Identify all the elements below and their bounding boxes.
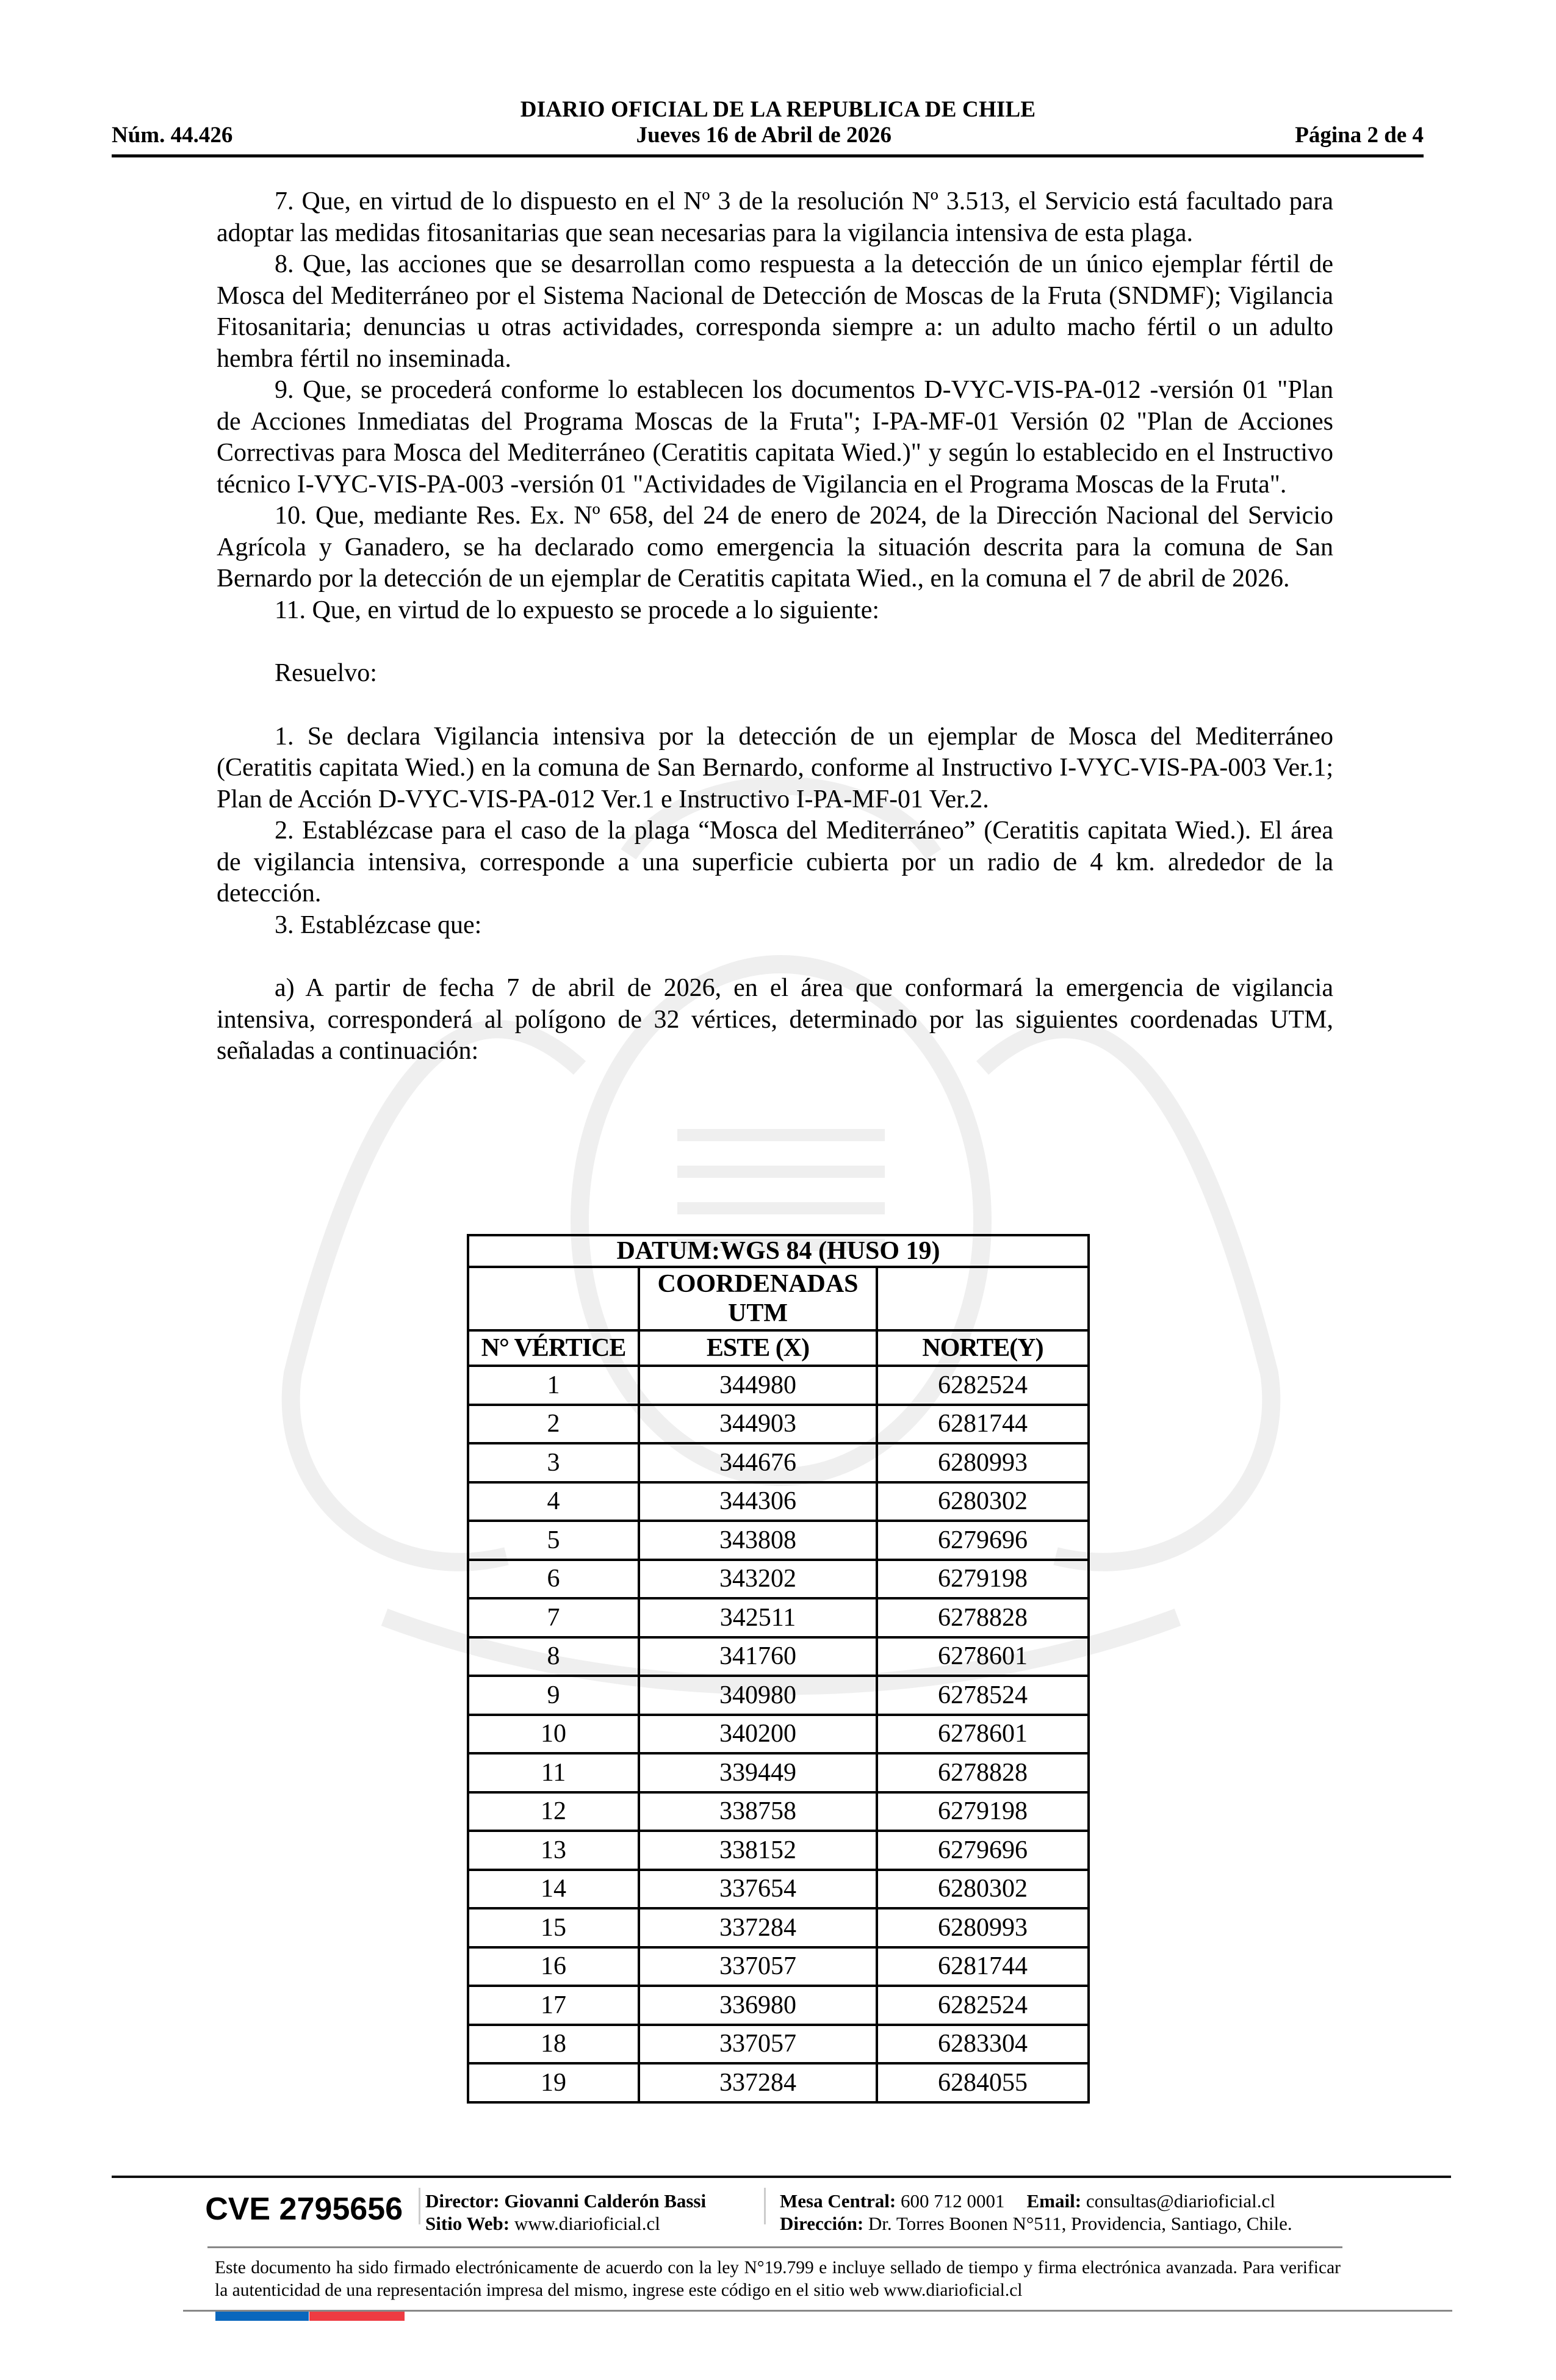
vertex-cell: 18	[468, 2025, 639, 2064]
subitem-a: a) A partir de fecha 7 de abril de 2026, en el área que conformará la emergencia de vigilancia intensiva, corresponderá al polígono de 32 vértices, determinado por las siguientes coordenadas UTM, señaladas a continuación:	[217, 974, 1333, 1065]
header-divider	[112, 154, 1424, 157]
legal-notice: Este documento ha sido firmado electrónicamente de acuerdo con la ley N°19.799 e incluye sellado de tiempo y firma electrónica avanzada. Para verificar la autenticidad de una representación impresa del mismo, ingrese este código en el sitio web www.diarioficial.cl	[215, 2258, 1341, 2300]
address-label: Dirección:	[780, 2213, 864, 2234]
resolution-heading: Resuelvo:	[275, 659, 377, 687]
table-row	[468, 1598, 1089, 1637]
footer-separator	[764, 2188, 766, 2224]
vertex-cell: 3	[468, 1443, 639, 1482]
table-row	[468, 1753, 1089, 1792]
vertex-cell: 10	[468, 1715, 639, 1754]
table-row	[468, 1676, 1089, 1715]
vertex-cell: 17	[468, 1986, 639, 2025]
north-cell: 6283304	[877, 2025, 1089, 2064]
footer-separator	[419, 2188, 420, 2224]
north-cell: 6278828	[877, 1598, 1089, 1637]
east-cell: 337057	[639, 1947, 877, 1986]
cve-code: CVE 2795656	[205, 2191, 403, 2227]
empty-header-cell	[877, 1267, 1089, 1330]
vertex-cell: 6	[468, 1560, 639, 1599]
empty-header-cell	[468, 1267, 639, 1330]
north-cell: 6278524	[877, 1676, 1089, 1715]
vertex-cell: 19	[468, 2063, 639, 2102]
north-cell: 6281744	[877, 1947, 1089, 1986]
vertex-cell: 16	[468, 1947, 639, 1986]
east-cell: 340980	[639, 1676, 877, 1715]
email-link[interactable]: consultas@diarioficial.cl	[1086, 2190, 1275, 2212]
east-cell: 344903	[639, 1405, 877, 1444]
east-cell: 341760	[639, 1637, 877, 1676]
document-body	[217, 186, 1333, 1067]
east-cell: 338758	[639, 1792, 877, 1831]
east-cell: 342511	[639, 1598, 877, 1637]
east-cell: 339449	[639, 1753, 877, 1792]
column-header-east: ESTE (X)	[639, 1330, 877, 1366]
vertex-cell: 11	[468, 1753, 639, 1792]
vertex-cell: 7	[468, 1598, 639, 1637]
director-label: Director:	[425, 2190, 500, 2212]
flag-stripe-blue	[215, 2312, 309, 2321]
table-row	[468, 1870, 1089, 1909]
resolution-1: 1. Se declara Vigilancia intensiva por la detección de un ejemplar de Mosca del Mediterráneo (Ceratitis capitata Wied.) en la comuna de San Bernardo, conforme al Instructivo I-VYC-VIS-PA-003 Ver.1; Plan de Acción D-VYC-VIS-PA-012 Ver.1 e Instructivo I-PA-MF-01 Ver.2.	[217, 722, 1333, 813]
resolution-2: 2. Establézcase para el caso de la plaga “Mosca del Mediterráneo” (Ceratitis capitata Wied.). El área de vigilancia intensiva, corresponde a una superficie cubierta por un radio de 4 km. alrededor de la detección.	[217, 817, 1333, 907]
north-cell: 6280302	[877, 1870, 1089, 1909]
east-cell: 343202	[639, 1560, 877, 1599]
north-cell: 6279696	[877, 1831, 1089, 1870]
phone-number: 600 712 0001	[901, 2190, 1005, 2212]
paragraph-9: 9. Que, se procederá conforme lo establecen los documentos D-VYC-VIS-PA-012 -versión 01 "Plan de Acciones Inmediatas del Programa Moscas de la Fruta"; I-PA-MF-01 Versión 02 "Plan de Acciones Correctivas para Mosca del Mediterráneo (Ceratitis capitata Wied.)" y según lo establecido en el Instructivo técnico I-VYC-VIS-PA-003 -versión 01 "Actividades de Vigilancia en el Programa Moscas de la Fruta".	[217, 376, 1333, 499]
coordinates-group-header: COORDENADAS UTM	[639, 1267, 877, 1330]
east-cell: 338152	[639, 1831, 877, 1870]
flag-stripe-red	[309, 2312, 405, 2321]
vertex-cell: 12	[468, 1792, 639, 1831]
website-link[interactable]: www.diarioficial.cl	[514, 2213, 660, 2234]
north-cell: 6280993	[877, 1908, 1089, 1947]
footer-director-block	[425, 2190, 706, 2235]
table-row	[468, 1986, 1089, 2025]
vertex-cell: 4	[468, 1482, 639, 1521]
north-cell: 6278601	[877, 1637, 1089, 1676]
email-label: Email:	[1026, 2190, 1082, 2212]
table-row	[468, 1405, 1089, 1444]
issue-number: Núm. 44.426	[112, 123, 233, 148]
east-cell: 343808	[639, 1521, 877, 1560]
vertex-cell: 9	[468, 1676, 639, 1715]
vertex-cell: 14	[468, 1870, 639, 1909]
east-cell: 337284	[639, 1908, 877, 1947]
table-row	[468, 1482, 1089, 1521]
column-header-north: NORTE(Y)	[877, 1330, 1089, 1366]
publication-title: DIARIO OFICIAL DE LA REPUBLICA DE CHILE	[520, 97, 1036, 122]
east-cell: 336980	[639, 1986, 877, 2025]
north-cell: 6280993	[877, 1443, 1089, 1482]
footer-contact-block	[780, 2190, 1292, 2235]
footer-mid-divider	[207, 2246, 1342, 2248]
website-label: Sitio Web:	[425, 2213, 510, 2234]
north-cell: 6284055	[877, 2063, 1089, 2102]
table-row	[468, 1831, 1089, 1870]
north-cell: 6282524	[877, 1366, 1089, 1405]
paragraph-8: 8. Que, las acciones que se desarrollan como respuesta a la detección de un único ejemplar fértil de Mosca del Mediterráneo por el Sistema Nacional de Detección de Moscas de la Fruta (SNDMF); Vigilancia Fitosanitaria; denuncias u otras actividades, corresponda siempre a: un adulto macho fértil o un adulto hembra fértil no inseminada.	[217, 250, 1333, 373]
resolution-3: 3. Establézcase que:	[275, 911, 482, 939]
north-cell: 6279696	[877, 1521, 1089, 1560]
vertex-cell: 8	[468, 1637, 639, 1676]
paragraph-7: 7. Que, en virtud de lo dispuesto en el Nº 3 de la resolución Nº 3.513, el Servicio está facultado para adoptar las medidas fitosanitarias que sean necesarias para la vigilancia intensiva de esta plaga.	[217, 187, 1333, 247]
vertex-cell: 5	[468, 1521, 639, 1560]
east-cell: 337654	[639, 1870, 877, 1909]
address-value: Dr. Torres Boonen N°511, Providencia, Santiago, Chile.	[868, 2213, 1292, 2234]
vertex-cell: 2	[468, 1405, 639, 1444]
north-cell: 6278601	[877, 1715, 1089, 1754]
north-cell: 6279198	[877, 1792, 1089, 1831]
table-row	[468, 2025, 1089, 2064]
vertex-cell: 1	[468, 1366, 639, 1405]
north-cell: 6282524	[877, 1986, 1089, 2025]
east-cell: 340200	[639, 1715, 877, 1754]
east-cell: 344980	[639, 1366, 877, 1405]
paragraph-11: 11. Que, en virtud de lo expuesto se procede a lo siguiente:	[275, 596, 879, 624]
vertex-cell: 13	[468, 1831, 639, 1870]
north-cell: 6280302	[877, 1482, 1089, 1521]
table-row	[468, 1560, 1089, 1599]
header-meta	[112, 122, 1424, 148]
director-name: Giovanni Calderón Bassi	[504, 2190, 707, 2212]
page-indicator: Página 2 de 4	[1295, 123, 1424, 148]
table-row	[468, 2063, 1089, 2102]
paragraph-10: 10. Que, mediante Res. Ex. Nº 658, del 24 de enero de 2024, de la Dirección Nacional del Servicio Agrícola y Ganadero, se ha declarado como emergencia la situación descrita para la comuna de San Bernardo por la detección de un ejemplar de Ceratitis capitata Wied., en la comuna el 7 de abril de 2026.	[217, 502, 1333, 593]
footer-top-divider	[112, 2176, 1451, 2178]
table-row	[468, 1637, 1089, 1676]
east-cell: 337057	[639, 2025, 877, 2064]
datum-header: DATUM:WGS 84 (HUSO 19)	[468, 1235, 1089, 1267]
east-cell: 344676	[639, 1443, 877, 1482]
vertex-cell: 15	[468, 1908, 639, 1947]
east-cell: 344306	[639, 1482, 877, 1521]
table-row	[468, 1521, 1089, 1560]
table-row	[468, 1366, 1089, 1405]
issue-date: Jueves 16 de Abril de 2026	[636, 123, 891, 148]
table-row	[468, 1715, 1089, 1754]
table-row	[468, 1947, 1089, 1986]
table-row	[468, 1792, 1089, 1831]
north-cell: 6281744	[877, 1405, 1089, 1444]
column-header-vertex: N° VÉRTICE	[468, 1330, 639, 1366]
north-cell: 6279198	[877, 1560, 1089, 1599]
table-row	[468, 1908, 1089, 1947]
phone-label: Mesa Central:	[780, 2190, 896, 2212]
table-row	[468, 1443, 1089, 1482]
north-cell: 6278828	[877, 1753, 1089, 1792]
east-cell: 337284	[639, 2063, 877, 2102]
utm-coordinates-table	[467, 1234, 1090, 2104]
